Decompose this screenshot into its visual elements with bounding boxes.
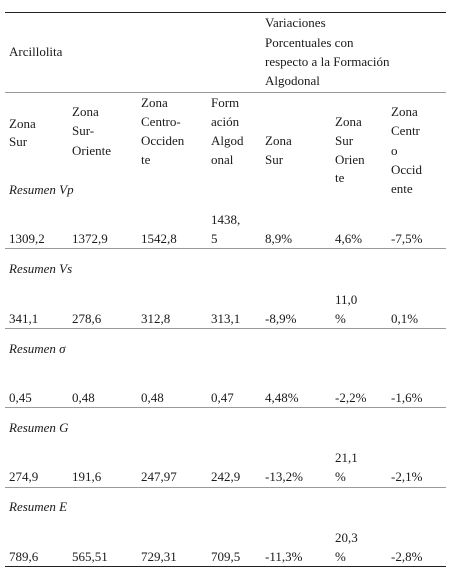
variation-title-line: Algodonal bbox=[265, 73, 320, 88]
variation-title-line: Porcentuales con bbox=[265, 35, 354, 50]
table-cell: % bbox=[335, 311, 346, 326]
row-rule bbox=[5, 328, 446, 329]
table-cell: 278,6 bbox=[72, 311, 102, 326]
table-cell: 20,3 bbox=[335, 530, 358, 545]
table-cell: 1309,2 bbox=[9, 231, 45, 246]
table-cell: 313,1 bbox=[211, 311, 241, 326]
table-cell: -2,1% bbox=[391, 469, 423, 484]
section-title: Resumen Vp bbox=[9, 182, 74, 197]
section-title: Resumen E bbox=[9, 499, 68, 514]
section-title: Resumen σ bbox=[9, 341, 66, 356]
table-cell: -8,9% bbox=[265, 311, 297, 326]
table-cell: -2,2% bbox=[335, 390, 367, 405]
table-cell: 1372,9 bbox=[72, 231, 108, 246]
table-cell: -11,3% bbox=[265, 549, 303, 564]
section-title: Resumen G bbox=[9, 420, 69, 435]
table-cell: -13,2% bbox=[265, 469, 303, 484]
variation-title-line: respecto a la Formación bbox=[265, 54, 390, 69]
row-rule bbox=[5, 407, 446, 408]
table-cell: 4,48% bbox=[265, 390, 299, 405]
table-cell: % bbox=[335, 549, 346, 564]
table-cell: 0,1% bbox=[391, 311, 419, 326]
table-cell: 0,48 bbox=[141, 390, 164, 405]
section-title: Resumen Vs bbox=[9, 261, 73, 276]
top-rule bbox=[5, 12, 446, 13]
row-rule bbox=[5, 487, 446, 488]
table-cell: 1438, bbox=[211, 212, 241, 227]
table-cell: 0,45 bbox=[9, 390, 32, 405]
table-cell: 247,97 bbox=[141, 469, 177, 484]
table-cell: 0,47 bbox=[211, 390, 234, 405]
table-cell: 242,9 bbox=[211, 469, 241, 484]
table-cell: 5 bbox=[211, 231, 218, 246]
table-cell: 789,6 bbox=[9, 549, 39, 564]
table-cell: 21,1 bbox=[335, 450, 358, 465]
table-cell: % bbox=[335, 469, 346, 484]
table-cell: 312,8 bbox=[141, 311, 171, 326]
variation-title-line: Variaciones bbox=[265, 15, 326, 30]
table-cell: 8,9% bbox=[265, 231, 293, 246]
row-rule bbox=[5, 248, 446, 249]
table-cell: 565,51 bbox=[72, 549, 108, 564]
table-cell: 709,5 bbox=[211, 549, 241, 564]
row-rule bbox=[5, 566, 446, 567]
table-cell: 274,9 bbox=[9, 469, 39, 484]
table-cell: -1,6% bbox=[391, 390, 423, 405]
table-cell: 4,6% bbox=[335, 231, 363, 246]
group-label: Arcillolita bbox=[9, 44, 63, 59]
table-cell: 191,6 bbox=[72, 469, 102, 484]
table-cell: 1542,8 bbox=[141, 231, 177, 246]
header-rule bbox=[5, 92, 446, 93]
table-cell: -7,5% bbox=[391, 231, 423, 246]
table-cell: -2,8% bbox=[391, 549, 423, 564]
table-cell: 729,31 bbox=[141, 549, 177, 564]
table-cell: 341,1 bbox=[9, 311, 39, 326]
table-cell: 0,48 bbox=[72, 390, 95, 405]
table-cell: 11,0 bbox=[335, 292, 358, 307]
